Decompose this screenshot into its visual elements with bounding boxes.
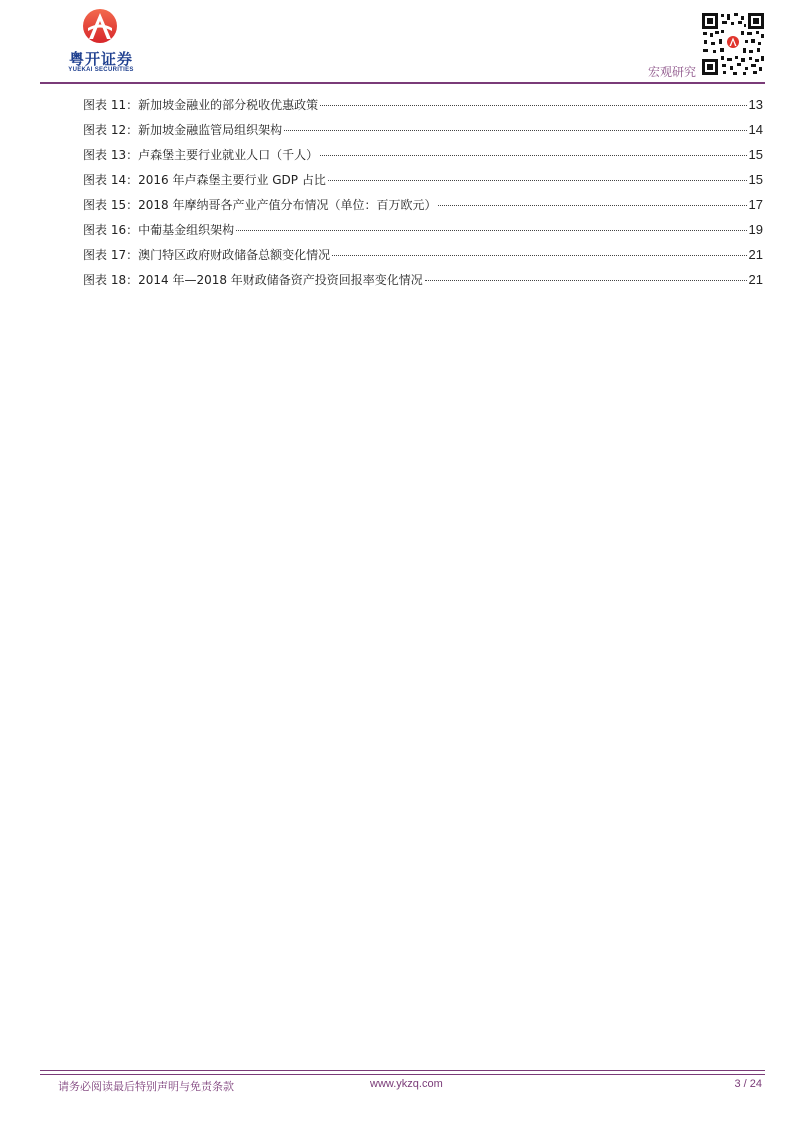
toc-leader-dots (236, 230, 746, 231)
toc-entry-page: 21 (748, 247, 763, 262)
toc-entry[interactable] (83, 121, 763, 146)
toc-entry-label: 图表 13：卢森堡主要行业就业人口（千人） (83, 148, 319, 162)
footer-website-link[interactable]: www.ykzq.com (370, 1078, 443, 1090)
toc-entry-label: 图表 12：新加坡金融监管局组织架构 (83, 123, 283, 137)
toc-entry-label: 图表 11：新加坡金融业的部分税收优惠政策 (83, 98, 319, 112)
toc-leader-dots (425, 280, 747, 281)
footer-disclaimer: 请务必阅读最后特别声明与免责条款 (58, 1080, 234, 1093)
toc-entry-label: 图表 14：2016 年卢森堡主要行业 GDP 占比 (83, 173, 326, 187)
footer-divider-thin (40, 1074, 765, 1075)
toc-entry-page: 21 (748, 272, 763, 287)
logo-chinese-name: 粤开证券 (68, 50, 133, 68)
toc-entry-page: 14 (748, 122, 763, 137)
toc-entry-page: 19 (748, 222, 763, 237)
logo-emblem-icon (76, 8, 124, 48)
page-header (0, 0, 800, 90)
toc-entry-page: 15 (748, 172, 763, 187)
footer-divider (40, 1070, 765, 1071)
toc-leader-dots (284, 130, 746, 131)
toc-leader-dots (320, 155, 746, 156)
figure-list (83, 96, 763, 296)
toc-entry-label: 图表 17：澳门特区政府财政储备总额变化情况 (83, 248, 331, 262)
toc-entry[interactable] (83, 271, 763, 296)
toc-entry-page: 15 (748, 147, 763, 162)
header-divider (40, 82, 765, 84)
toc-entry[interactable] (83, 196, 763, 221)
toc-leader-dots (320, 105, 746, 106)
toc-entry[interactable] (83, 246, 763, 271)
toc-entry-label: 图表 18：2014 年—2018 年财政储备资产投资回报率变化情况 (83, 273, 423, 287)
company-logo (56, 8, 146, 74)
toc-entry-label: 图表 16：中葡基金组织架构 (83, 223, 235, 237)
logo-english-name: YUEKAI SECURITIES (68, 67, 134, 73)
toc-leader-dots (332, 255, 746, 256)
toc-entry[interactable] (83, 221, 763, 246)
toc-entry-label: 图表 15：2018 年摩纳哥各产业产值分布情况（单位：百万欧元） (83, 198, 437, 212)
section-label: 宏观研究 (647, 65, 696, 79)
toc-entry[interactable] (83, 171, 763, 196)
toc-leader-dots (438, 205, 746, 206)
toc-entry-page: 13 (748, 97, 763, 112)
toc-entry[interactable] (83, 146, 763, 171)
footer-page-number: 3 / 24 (734, 1078, 762, 1090)
toc-leader-dots (328, 180, 747, 181)
toc-entry[interactable] (83, 96, 763, 121)
toc-entry-page: 17 (748, 197, 763, 212)
qr-code-icon (701, 12, 765, 76)
